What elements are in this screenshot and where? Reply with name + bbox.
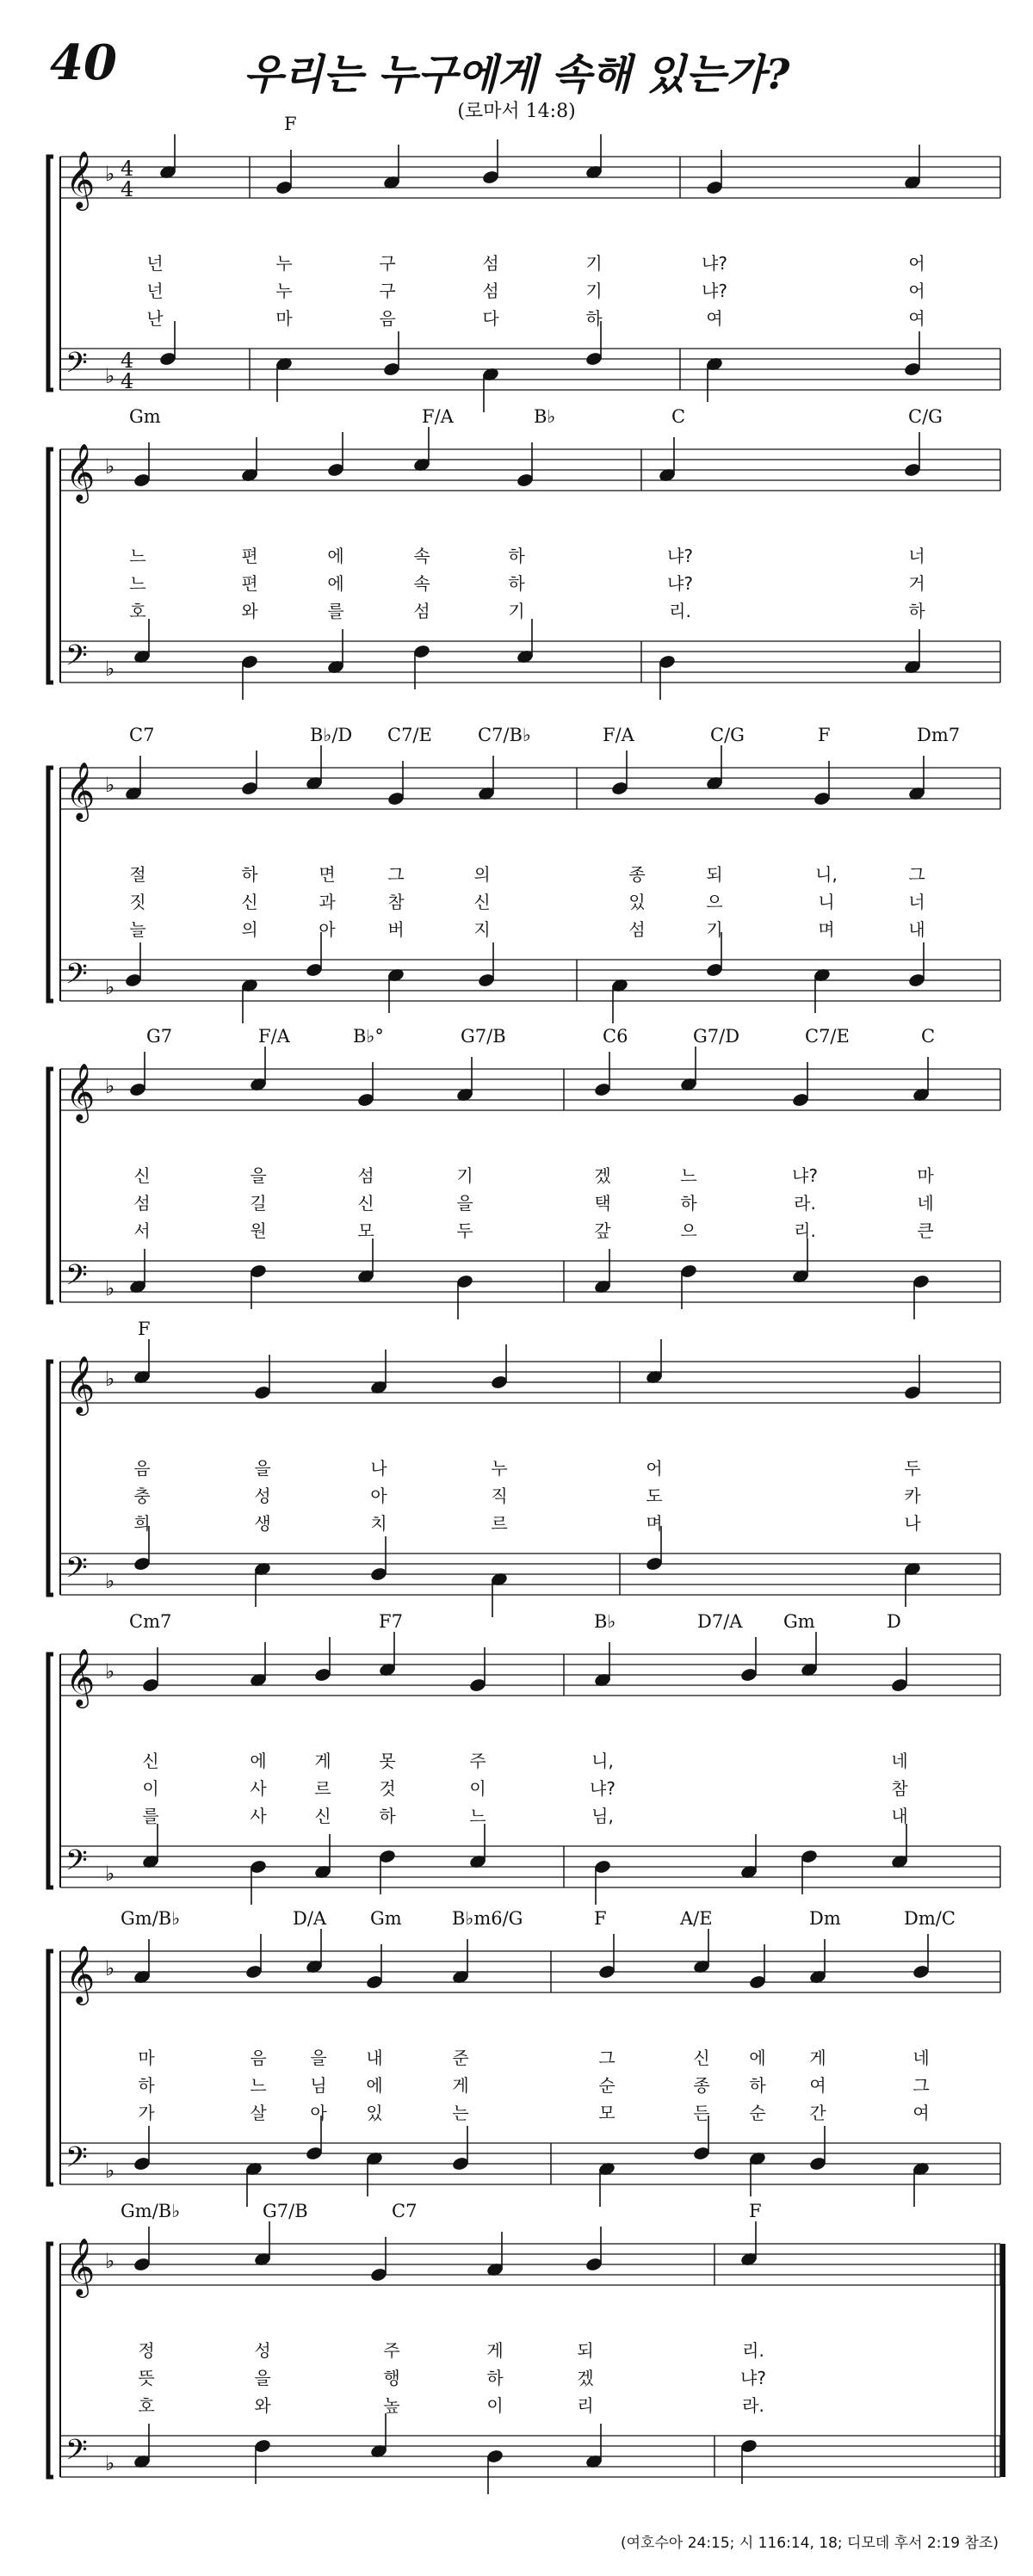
lyric-syllable-verse-2: 뜻 [138,2368,155,2388]
system-8 [0,2201,1033,2492]
lyric-syllable-verse-2: 을 [456,1193,473,1214]
system-bracket [48,157,53,390]
lyric-syllable-verse-1: 마 [917,1165,934,1186]
lyric-syllable-verse-1: 넌 [146,253,164,274]
lyric-syllable-verse-3: 리. [669,601,691,621]
lyric-syllable-verse-3: 모 [357,1220,374,1241]
lyric-syllable-verse-1: 되 [577,2340,594,2361]
system-7 [0,1908,1033,2199]
lyric-syllable-verse-2: 아 [370,1486,387,1506]
lyric-syllable-verse-1: 정 [138,2340,155,2361]
lyric-syllable-verse-2: 냐? [740,2368,766,2388]
lyric-syllable-verse-3: 버 [387,919,405,940]
lyric-syllable-verse-2: 것 [379,1778,396,1799]
lyric-syllable-verse-2: 하 [680,1193,697,1214]
lyric-syllable-verse-3: 기 [508,601,525,621]
lyric-syllable-verse-1: 음 [250,2048,267,2068]
chord-symbol: C6 [603,1026,628,1047]
lyric-syllable-verse-2: 그 [912,2075,930,2096]
key-signature-flat: ♭ [105,2159,115,2183]
lyric-syllable-verse-1: 신 [142,1751,159,1771]
lyric-syllable-verse-1: 에 [749,2048,766,2068]
chord-symbol: F [138,1319,151,1339]
lyric-syllable-verse-3: 가 [138,2103,155,2123]
lyric-syllable-verse-1: 느 [680,1165,697,1186]
lyric-syllable-verse-2: 속 [413,573,430,594]
lyric-syllable-verse-2: 여 [809,2075,826,2096]
lyric-syllable-verse-2: 사 [250,1778,267,1799]
key-signature-flat: ♭ [105,975,115,999]
lyric-syllable-verse-2: 하 [138,2075,155,2096]
lyric-syllable-verse-2: 게 [452,2075,469,2096]
lyric-syllable-verse-3: 님, [591,1806,614,1826]
lyric-syllable-verse-1: 나 [370,1458,387,1479]
chord-symbol: Gm [370,1908,402,1929]
key-signature-flat: ♭ [105,657,115,681]
key-signature-flat: ♭ [105,162,115,186]
chord-symbol: B♭m6/G [452,1908,523,1929]
lyric-syllable-verse-2: 느 [250,2075,267,2096]
treble-clef: 𝄞 [65,1944,96,2003]
chord-symbol: Cm7 [129,1611,172,1632]
lyric-syllable-verse-1: 기 [456,1165,473,1186]
staff-system-graphic [0,1915,1033,2199]
key-signature-flat: ♭ [105,2249,115,2273]
lyric-syllable-verse-3: 의 [241,919,258,940]
lyric-syllable-verse-3: 음 [379,308,396,329]
key-signature-flat: ♭ [105,1956,115,1980]
lyric-syllable-verse-3: 라. [742,2395,764,2416]
lyric-syllable-verse-2: 편 [241,573,258,594]
chord-symbol: G7/B [263,2201,308,2221]
chord-symbol: F7 [379,1611,403,1632]
lyric-syllable-verse-3: 며 [646,1513,663,1534]
lyric-syllable-verse-3: 를 [142,1806,159,1826]
lyric-syllable-verse-1: 신 [133,1165,151,1186]
lyric-syllable-verse-1: 기 [585,253,603,274]
lyric-syllable-verse-2: 너 [908,892,925,912]
lyric-syllable-verse-3: 와 [254,2395,271,2416]
chord-symbol: F [284,114,297,134]
chord-symbol: D/A [293,1908,327,1929]
lyric-syllable-verse-1: 을 [250,1165,267,1186]
chord-symbol: Gm/B♭ [121,1908,181,1929]
time-signature: 4 [121,369,134,393]
lyric-syllable-verse-1: 니, [591,1751,614,1771]
key-signature-flat: ♭ [105,1367,115,1391]
system-bracket [48,768,53,1001]
lyric-syllable-verse-3: 높 [383,2395,400,2416]
lyric-syllable-verse-2: 하 [486,2368,504,2388]
lyric-syllable-verse-2: 카 [904,1486,921,1506]
lyric-syllable-verse-3: 마 [275,308,293,329]
lyric-syllable-verse-2: 르 [314,1778,331,1799]
lyric-syllable-verse-2: 어 [908,281,925,301]
lyric-syllable-verse-3: 이 [486,2395,504,2416]
lyric-syllable-verse-2: 성 [254,1486,271,1506]
lyric-syllable-verse-1: 종 [628,864,646,885]
lyric-syllable-verse-3: 를 [327,601,344,621]
lyric-syllable-verse-1: 성 [254,2340,271,2361]
chord-symbol: C [921,1026,936,1047]
lyric-syllable-verse-3: 있 [366,2103,383,2123]
lyric-syllable-verse-3: 여 [912,2103,930,2123]
chord-symbol: C7 [392,2201,418,2221]
chord-symbol: D7/A [697,1611,743,1632]
lyric-syllable-verse-2: 에 [327,573,344,594]
lyric-syllable-verse-1: 니, [815,864,838,885]
lyric-syllable-verse-2: 행 [383,2368,400,2388]
system-bracket [48,1951,53,2184]
lyric-syllable-verse-1: 냐? [702,253,727,274]
system-2 [0,406,1033,697]
chord-symbol: Dm/C [904,1908,956,1929]
staff-system-graphic [0,732,1033,1016]
chord-symbol: G7 [146,1026,173,1047]
chord-symbol: D [887,1611,901,1632]
scripture-reference: (로마서 14:8) [457,101,576,122]
chord-symbol: G7/B [461,1026,506,1047]
lyric-syllable-verse-1: 네 [912,2048,930,2068]
lyric-syllable-verse-2: 있 [628,892,646,912]
lyric-syllable-verse-3: 느 [469,1806,486,1826]
lyric-syllable-verse-2: 에 [366,2075,383,2096]
lyric-syllable-verse-2: 넌 [146,281,164,301]
chord-symbol: B♭ [594,1611,616,1632]
lyric-syllable-verse-2: 참 [387,892,405,912]
lyric-syllable-verse-1: 못 [379,1751,396,1771]
lyric-syllable-verse-3: 하 [908,601,925,621]
lyric-syllable-verse-1: 게 [486,2340,504,2361]
chord-symbol: C [671,406,686,427]
lyric-syllable-verse-1: 어 [908,253,925,274]
lyric-syllable-verse-3: 갚 [594,1220,611,1241]
treble-clef: 𝄞 [65,150,96,208]
lyric-syllable-verse-1: 게 [314,1751,331,1771]
lyric-syllable-verse-3: 섬 [628,919,646,940]
lyric-syllable-verse-3: 큰 [917,1220,934,1241]
lyric-syllable-verse-2: 섬 [482,281,499,301]
lyric-syllable-verse-1: 누 [275,253,293,274]
lyric-syllable-verse-3: 신 [314,1806,331,1826]
lyric-syllable-verse-3: 모 [598,2103,615,2123]
lyric-syllable-verse-1: 섬 [357,1165,374,1186]
lyric-syllable-verse-3: 난 [146,308,164,329]
lyric-syllable-verse-1: 누 [491,1458,508,1479]
lyric-syllable-verse-2: 신 [241,892,258,912]
lyric-syllable-verse-2: 길 [250,1193,267,1214]
lyric-syllable-verse-1: 에 [327,546,344,566]
lyric-syllable-verse-2: 짓 [129,892,146,912]
lyric-syllable-verse-1: 두 [904,1458,921,1479]
chord-symbol: Gm/B♭ [121,2201,181,2221]
lyric-syllable-verse-1: 음 [133,1458,151,1479]
lyric-syllable-verse-3: 내 [908,919,925,940]
lyric-syllable-verse-1: 마 [138,2048,155,2068]
lyric-syllable-verse-2: 하 [749,2075,766,2096]
system-3 [0,725,1033,1016]
key-signature-flat: ♭ [105,1276,115,1300]
lyric-syllable-verse-3: 섬 [413,601,430,621]
lyric-syllable-verse-1: 그 [598,2048,615,2068]
key-signature-flat: ♭ [105,1862,115,1886]
chord-symbol: G7/D [693,1026,740,1047]
system-6 [0,1611,1033,1902]
bass-clef: 𝄢 [65,1552,88,1591]
lyric-syllable-verse-1: 속 [413,546,430,566]
lyric-syllable-verse-1: 너 [908,546,925,566]
treble-clef: 𝄞 [65,1647,96,1706]
lyric-syllable-verse-2: 니 [818,892,835,912]
lyric-syllable-verse-2: 을 [254,2368,271,2388]
lyric-syllable-verse-1: 느 [129,546,146,566]
system-5 [0,1319,1033,1609]
footer-references: (여호수아 24:15; 시 116:14, 18; 디모데 후서 2:19 참조) [620,2535,999,2552]
lyric-syllable-verse-1: 그 [908,864,925,885]
key-signature-flat: ♭ [105,2451,115,2475]
system-bracket [48,2244,53,2477]
lyric-syllable-verse-1: 내 [366,2048,383,2068]
lyric-syllable-verse-3: 기 [706,919,723,940]
lyric-syllable-verse-3: 치 [370,1513,387,1534]
system-bracket [48,1069,53,1302]
chord-symbol: F/A [422,406,454,427]
key-signature-flat: ♭ [105,364,115,388]
bass-clef: 𝄢 [65,2434,88,2474]
chord-symbol: Gm [129,406,161,427]
lyric-syllable-verse-3: 르 [491,1513,508,1534]
time-signature: 4 [121,177,134,201]
lyric-syllable-verse-3: 는 [452,2103,469,2123]
lyric-syllable-verse-3: 든 [693,2103,710,2123]
lyric-syllable-verse-1: 어 [646,1458,663,1479]
treble-clef: 𝄞 [65,442,96,501]
lyric-syllable-verse-1: 신 [693,2048,710,2068]
chord-symbol: F/A [603,725,634,745]
lyric-syllable-verse-2: 하 [508,573,525,594]
lyric-syllable-verse-1: 하 [508,546,525,566]
time-signature: 4 [121,157,134,181]
treble-clef: 𝄞 [65,761,96,819]
lyric-syllable-verse-3: 생 [254,1513,271,1534]
lyric-syllable-verse-3: 두 [456,1220,473,1241]
lyric-syllable-verse-2: 택 [594,1193,611,1214]
lyric-syllable-verse-3: 하 [585,308,603,329]
key-signature-flat: ♭ [105,1659,115,1683]
lyric-syllable-verse-2: 네 [917,1193,934,1214]
lyric-syllable-verse-1: 구 [379,253,396,274]
chord-symbol: F [749,2201,762,2221]
lyric-syllable-verse-1: 리. [742,2340,764,2361]
lyric-syllable-verse-2: 냐? [667,573,693,594]
chord-symbol: Dm [809,1908,841,1929]
lyric-syllable-verse-1: 주 [469,1751,486,1771]
chord-symbol: C7/E [387,725,432,745]
lyric-syllable-verse-2: 이 [469,1778,486,1799]
lyric-syllable-verse-2: 냐? [702,281,727,301]
lyric-syllable-verse-2: 종 [693,2075,710,2096]
key-signature-flat: ♭ [105,1074,115,1098]
lyric-syllable-verse-2: 거 [908,573,925,594]
lyric-syllable-verse-2: 이 [142,1778,159,1799]
lyric-syllable-verse-3: 여 [908,308,925,329]
chord-symbol: Gm [783,1611,815,1632]
lyric-syllable-verse-3: 늘 [129,919,146,940]
bass-clef: 𝄢 [65,1259,88,1299]
lyric-syllable-verse-1: 절 [129,864,146,885]
lyric-syllable-verse-1: 하 [241,864,258,885]
chord-symbol: C7/B♭ [478,725,531,745]
treble-clef: 𝄞 [65,1355,96,1413]
key-signature-flat: ♭ [105,1569,115,1593]
lyric-syllable-verse-2: 섬 [133,1193,151,1214]
chord-symbol: C7/E [805,1026,850,1047]
lyric-syllable-verse-3: 리 [577,2395,594,2416]
bass-clef: 𝄢 [65,2141,88,2181]
chord-symbol: B♭° [353,1026,384,1047]
lyric-syllable-verse-3: 나 [904,1513,921,1534]
treble-clef: 𝄞 [65,2237,96,2295]
bass-clef: 𝄢 [65,1844,88,1884]
staff-system-graphic [0,1325,1033,1609]
lyric-syllable-verse-3: 호 [138,2395,155,2416]
chord-symbol: F/A [258,1026,290,1047]
lyric-syllable-verse-2: 신 [357,1193,374,1214]
lyric-syllable-verse-2: 참 [891,1778,908,1799]
lyric-syllable-verse-1: 겠 [594,1165,611,1186]
lyric-syllable-verse-1: 냐? [667,546,693,566]
chord-symbol: F [818,725,831,745]
lyric-syllable-verse-2: 구 [379,281,396,301]
chord-symbol: C7 [129,725,155,745]
staff-system-graphic [0,2208,1033,2492]
lyric-syllable-verse-1: 준 [452,2048,469,2068]
system-1 [0,114,1033,405]
lyric-syllable-verse-3: 와 [241,601,258,621]
lyric-syllable-verse-3: 으 [680,1220,697,1241]
key-signature-flat: ♭ [105,773,115,797]
lyric-syllable-verse-1: 냐? [792,1165,818,1186]
chord-symbol: Dm7 [917,725,961,745]
lyric-syllable-verse-3: 며 [818,919,835,940]
lyric-syllable-verse-2: 느 [129,573,146,594]
lyric-syllable-verse-2: 으 [706,892,723,912]
lyric-syllable-verse-3: 지 [473,919,491,940]
chord-symbol: C/G [710,725,745,745]
staff-system-graphic [0,1033,1033,1317]
lyric-syllable-verse-1: 섬 [482,253,499,274]
lyric-syllable-verse-1: 그 [387,864,405,885]
hymn-number: 40 [50,34,117,91]
chord-symbol: C/G [908,406,943,427]
lyric-syllable-verse-1: 편 [241,546,258,566]
chord-symbol: F [594,1908,607,1929]
chord-symbol: A/E [680,1908,713,1929]
lyric-syllable-verse-2: 기 [585,281,603,301]
lyric-syllable-verse-1: 되 [706,864,723,885]
lyric-syllable-verse-1: 게 [809,2048,826,2068]
system-4 [0,1026,1033,1317]
lyric-syllable-verse-1: 의 [473,864,491,885]
lyric-syllable-verse-1: 을 [254,1458,271,1479]
lyric-syllable-verse-2: 누 [275,281,293,301]
lyric-syllable-verse-2: 과 [319,892,336,912]
lyric-syllable-verse-2: 직 [491,1486,508,1506]
lyric-syllable-verse-3: 서 [133,1220,151,1241]
lyric-syllable-verse-2: 냐? [590,1778,615,1799]
chord-symbol: B♭ [534,406,556,427]
bass-clef: 𝄢 [65,958,88,998]
lyric-syllable-verse-3: 내 [891,1806,908,1826]
lyric-syllable-verse-3: 아 [310,2103,327,2123]
lyric-syllable-verse-1: 을 [310,2048,327,2068]
lyric-syllable-verse-2: 라. [794,1193,816,1214]
lyric-syllable-verse-3: 사 [250,1806,267,1826]
lyric-syllable-verse-1: 에 [250,1751,267,1771]
system-bracket [48,1362,53,1595]
bass-clef: 𝄢 [65,639,88,679]
system-bracket [48,449,53,683]
chord-symbol: B♭/D [310,725,353,745]
hymn-title: 우리는 누구에게 속해 있는가? [243,51,790,99]
lyric-syllable-verse-2: 님 [310,2075,327,2096]
bass-clef: 𝄢 [65,347,88,386]
lyric-syllable-verse-2: 충 [133,1486,151,1506]
lyric-syllable-verse-1: 면 [319,864,336,885]
system-bracket [48,1654,53,1887]
lyric-syllable-verse-3: 간 [809,2103,826,2123]
lyric-syllable-verse-3: 리. [794,1220,816,1241]
lyric-syllable-verse-1: 주 [383,2340,400,2361]
lyric-syllable-verse-3: 다 [482,308,499,329]
lyric-syllable-verse-3: 호 [129,601,146,621]
lyric-syllable-verse-2: 겠 [577,2368,594,2388]
lyric-syllable-verse-3: 살 [250,2103,267,2123]
lyric-syllable-verse-2: 도 [646,1486,663,1506]
lyric-syllable-verse-3: 아 [319,919,336,940]
lyric-syllable-verse-1: 네 [891,1751,908,1771]
lyric-syllable-verse-3: 원 [250,1220,267,1241]
lyric-syllable-verse-3: 순 [749,2103,766,2123]
lyric-syllable-verse-3: 희 [133,1513,151,1534]
lyric-syllable-verse-2: 신 [473,892,491,912]
lyric-syllable-verse-3: 하 [379,1806,396,1826]
lyric-syllable-verse-3: 여 [706,308,723,329]
treble-clef: 𝄞 [65,1062,96,1121]
time-signature: 4 [121,349,134,373]
lyric-syllable-verse-2: 순 [598,2075,615,2096]
key-signature-flat: ♭ [105,454,115,479]
